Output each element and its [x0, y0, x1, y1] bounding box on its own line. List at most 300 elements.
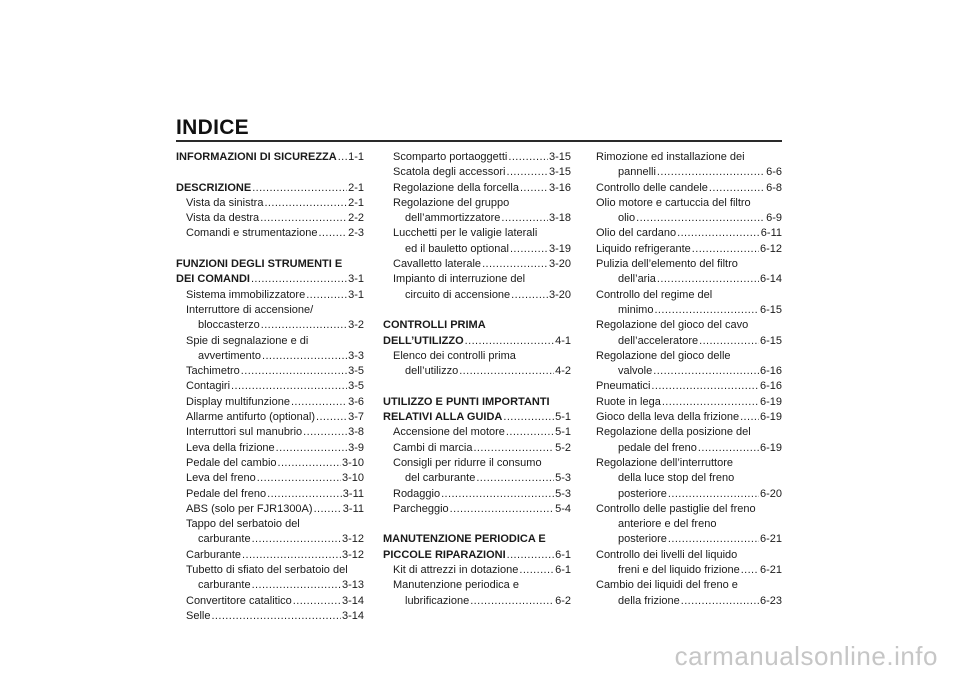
- dot-leader: [252, 578, 341, 593]
- toc-section-heading: [383, 532, 571, 547]
- toc-page-number: 3-1: [348, 288, 364, 301]
- toc-entry-label: Rodaggio: [393, 487, 441, 500]
- toc-page-number: 3-16: [548, 181, 571, 194]
- dot-leader: [470, 594, 554, 609]
- dot-leader: [662, 395, 759, 410]
- toc-entry[interactable]: [596, 441, 782, 456]
- dot-leader: [231, 379, 347, 394]
- toc-page-number: 5-1: [555, 426, 571, 439]
- toc-entry: [176, 303, 364, 318]
- toc-entry[interactable]: [596, 364, 782, 379]
- toc-entry: [176, 517, 364, 532]
- dot-leader: [316, 410, 347, 425]
- dot-leader: [252, 181, 347, 196]
- toc-entry[interactable]: [176, 487, 364, 502]
- toc-entry-label: FUNZIONI DEGLI STRUMENTI E: [176, 258, 343, 271]
- toc-entry-label: Scatola degli accessori: [393, 166, 506, 179]
- toc-entry[interactable]: [383, 242, 571, 257]
- toc-entry[interactable]: [176, 456, 364, 471]
- toc-entry-label: carburante: [198, 533, 251, 546]
- toc-entry[interactable]: [176, 288, 364, 303]
- toc-entry-label: Tachimetro: [186, 365, 240, 378]
- toc-page-number: 3-14: [341, 594, 364, 607]
- toc-entry[interactable]: [596, 379, 782, 394]
- toc-entry: [596, 502, 782, 517]
- toc-entry[interactable]: [176, 349, 364, 364]
- toc-page-number: 6-16: [759, 380, 782, 393]
- toc-entry-label: Convertitore catalitico: [186, 594, 292, 607]
- toc-entry: [596, 578, 782, 593]
- dot-leader: [252, 532, 341, 547]
- dot-leader: [507, 548, 554, 563]
- dot-leader: [482, 257, 548, 272]
- toc-entry-label: Spie di segnalazione e di: [186, 334, 309, 347]
- toc-entry-label: MANUTENZIONE PERIODICA E: [383, 533, 546, 546]
- toc-entry-label: Controllo del regime del: [596, 288, 713, 301]
- watermark: carmanualsonline.info: [674, 641, 938, 671]
- dot-leader: [741, 563, 759, 578]
- toc-page-number: 3-20: [548, 288, 571, 301]
- toc-page-number: 3-18: [548, 212, 571, 225]
- toc-entry-label: Ruote in lega: [596, 395, 661, 408]
- toc-entry-label: Elenco dei controlli prima: [393, 349, 516, 362]
- toc-entry-label: posteriore: [618, 533, 667, 546]
- toc-entry[interactable]: [176, 578, 364, 593]
- toc-page-number: 6-15: [759, 334, 782, 347]
- toc-spacer: [383, 379, 571, 394]
- toc-entry-label: della frizione: [618, 594, 680, 607]
- toc-page-number: 3-5: [348, 365, 364, 378]
- dot-leader: [520, 181, 548, 196]
- toc-page-number: 3-12: [341, 533, 364, 546]
- toc-entry: [596, 318, 782, 333]
- dot-leader: [653, 364, 759, 379]
- toc-entry-label: del carburante: [405, 472, 476, 485]
- toc-entry[interactable]: [383, 471, 571, 486]
- toc-entry-label: della luce stop del freno: [618, 472, 735, 485]
- toc-entry-label: Leva della frizione: [186, 441, 275, 454]
- toc-entry: [383, 226, 571, 241]
- dot-leader: [506, 425, 554, 440]
- toc-section-heading[interactable]: [176, 272, 364, 287]
- toc-entry[interactable]: [383, 364, 571, 379]
- toc-page-number: 6-23: [759, 594, 782, 607]
- title-rule: [176, 140, 782, 142]
- dot-leader: [441, 487, 554, 502]
- toc-entry-label: Accensione del motore: [393, 426, 505, 439]
- toc-entry[interactable]: [383, 288, 571, 303]
- toc-spacer: [383, 303, 571, 318]
- toc-entry-label: Sistema immobilizzatore: [186, 288, 306, 301]
- toc-entry: [596, 288, 782, 303]
- toc-entry-label: ed il bauletto optional: [405, 242, 509, 255]
- toc-page-number: 3-19: [548, 242, 571, 255]
- toc-entry[interactable]: [383, 257, 571, 272]
- toc-entry[interactable]: [176, 410, 364, 425]
- toc-page-number: 4-2: [555, 365, 571, 378]
- toc-entry-label: Vista da destra: [186, 212, 260, 225]
- toc-section-heading: [176, 257, 364, 272]
- toc-entry-label: Manutenzione periodica e: [393, 579, 519, 592]
- toc-entry: [596, 150, 782, 165]
- toc-page-number: 6-12: [759, 242, 782, 255]
- toc-entry-label: Cambio dei liquidi del freno e: [596, 579, 738, 592]
- dot-leader: [262, 349, 347, 364]
- toc-entry[interactable]: [176, 609, 364, 624]
- toc-entry[interactable]: [596, 487, 782, 502]
- dot-leader: [677, 226, 760, 241]
- dot-leader: [636, 211, 765, 226]
- toc-entry-label: CONTROLLI PRIMA: [383, 319, 486, 332]
- toc-page-number: 3-6: [348, 395, 364, 408]
- toc-entry-label: Rimozione ed installazione dei: [596, 151, 745, 163]
- toc-page-number: 6-1: [555, 548, 571, 561]
- dot-leader: [242, 548, 341, 563]
- toc-page-number: 3-14: [341, 609, 364, 622]
- toc-entry-label: Tubetto di sfiato del serbatoio del: [186, 564, 348, 577]
- toc-entry-label: Olio del cardano: [596, 227, 677, 240]
- toc-column-3: [596, 150, 782, 609]
- toc-page-number: 2-1: [348, 196, 364, 209]
- dot-leader: [657, 165, 765, 180]
- toc-entry-label: dell’utilizzo: [405, 365, 459, 378]
- toc-entry[interactable]: [176, 441, 364, 456]
- dot-leader: [657, 272, 759, 287]
- toc-entry[interactable]: [596, 563, 782, 578]
- toc-entry[interactable]: [176, 226, 364, 241]
- toc-entry-label: Carburante: [186, 548, 242, 561]
- toc-page-number: 6-21: [759, 533, 782, 546]
- toc-page-number: 3-8: [348, 426, 364, 439]
- dot-leader: [668, 532, 759, 547]
- dot-leader: [276, 441, 347, 456]
- toc-entry-label: Selle: [186, 609, 211, 622]
- toc-entry[interactable]: [176, 211, 364, 226]
- toc-entry-label: DEI COMANDI: [176, 273, 250, 286]
- toc-page-number: 3-11: [342, 487, 364, 500]
- toc-entry-label: lubrificazione: [405, 594, 470, 607]
- toc-entry-label: Leva del freno: [186, 472, 256, 485]
- toc-page-number: 3-15: [548, 151, 571, 163]
- toc-entry: [383, 456, 571, 471]
- toc-entry[interactable]: [176, 318, 364, 333]
- toc-entry-label: Contagiri: [186, 380, 231, 393]
- toc-page-number: 3-11: [342, 502, 364, 515]
- toc-page-number: 6-21: [759, 564, 782, 577]
- dot-leader: [260, 211, 347, 226]
- toc-entry: [383, 578, 571, 593]
- dot-leader: [318, 226, 347, 241]
- toc-page-number: 5-3: [555, 487, 571, 500]
- toc-entry-label: Scomparto portaoggetti: [393, 151, 508, 163]
- toc-entry[interactable]: [596, 211, 782, 226]
- dot-leader: [450, 502, 554, 517]
- toc-entry: [383, 272, 571, 287]
- toc-entry[interactable]: [383, 165, 571, 180]
- toc-entry-label: Regolazione della forcella: [393, 181, 519, 194]
- toc-entry: [176, 563, 364, 578]
- toc-entry-label: ABS (solo per FJR1300A): [186, 502, 313, 515]
- toc-entry-label: Vista da sinistra: [186, 196, 264, 209]
- toc-entry[interactable]: [596, 226, 782, 241]
- toc-entry-label: Regolazione del gruppo: [393, 196, 510, 209]
- toc-page-number: 5-2: [555, 441, 571, 454]
- toc-entry-label: Controllo dei livelli del liquido: [596, 548, 738, 561]
- toc-entry[interactable]: [383, 502, 571, 517]
- toc-section-heading[interactable]: [383, 410, 571, 425]
- toc-entry[interactable]: [176, 532, 364, 547]
- toc-entry-label: Cambi di marcia: [393, 441, 473, 454]
- toc-entry-label: minimo: [618, 303, 654, 316]
- toc-page-number: 3-13: [341, 579, 364, 592]
- toc-page-number: 3-1: [348, 273, 364, 286]
- toc-page-number: 3-10: [341, 472, 364, 485]
- toc-entry-label: anteriore e del freno: [618, 518, 717, 531]
- dot-leader: [699, 334, 759, 349]
- dot-leader: [251, 272, 347, 287]
- dot-leader: [278, 456, 341, 471]
- toc-entry[interactable]: [176, 395, 364, 410]
- toc-entry-label: carburante: [198, 579, 251, 592]
- toc-entry[interactable]: [176, 548, 364, 563]
- toc-section-heading: [383, 395, 571, 410]
- toc-entry-label: Gioco della leva della frizione: [596, 411, 740, 424]
- toc-page-number: 6-14: [759, 273, 782, 286]
- dot-leader: [511, 288, 548, 303]
- toc-page-number: 6-20: [759, 487, 782, 500]
- toc-entry: [596, 548, 782, 563]
- toc-entry-label: avvertimento: [198, 349, 261, 362]
- toc-page-number: 3-10: [341, 456, 364, 469]
- toc-page-number: 5-1: [555, 411, 571, 424]
- toc-entry[interactable]: [596, 303, 782, 318]
- toc-entry-label: Display multifunzione: [186, 395, 290, 408]
- dot-leader: [503, 410, 554, 425]
- toc-entry[interactable]: [383, 594, 571, 609]
- toc-page-number: 3-12: [341, 548, 364, 561]
- toc-entry-label: Pedale del freno: [186, 487, 267, 500]
- dot-leader: [303, 425, 347, 440]
- toc-entry-label: dell’aria: [618, 273, 656, 286]
- toc-entry-label: Consigli per ridurre il consumo: [393, 456, 542, 469]
- toc-page-number: 6-8: [766, 181, 782, 194]
- toc-entry[interactable]: [383, 211, 571, 226]
- dot-leader: [651, 379, 759, 394]
- toc-page-number: 6-19: [759, 395, 782, 408]
- toc-column-2: [383, 150, 571, 609]
- toc-page-number: 6-9: [766, 212, 782, 225]
- toc-entry-label: olio: [618, 212, 636, 225]
- dot-leader: [257, 471, 341, 486]
- toc-entry[interactable]: [383, 150, 571, 165]
- toc-section-heading[interactable]: [383, 334, 571, 349]
- toc-entry-label: Pulizia dell’elemento del filtro: [596, 258, 738, 271]
- dot-leader: [465, 334, 554, 349]
- toc-page-number: 3-3: [348, 349, 364, 362]
- toc-entry-label: Controllo delle pastiglie del freno: [596, 502, 756, 515]
- toc-entry-label: dell’acceleratore: [618, 334, 699, 347]
- dot-leader: [709, 181, 765, 196]
- toc-entry: [596, 517, 782, 532]
- toc-entry-label: freni e del liquido frizione: [618, 564, 740, 577]
- toc-entry[interactable]: [176, 379, 364, 394]
- toc-entry-label: Olio motore e cartuccia del filtro: [596, 196, 751, 209]
- toc-page-number: 2-1: [348, 181, 364, 194]
- toc-entry-label: Interruttore di accensione/: [186, 303, 314, 316]
- toc-entry: [596, 456, 782, 471]
- toc-entry[interactable]: [596, 395, 782, 410]
- dot-leader: [261, 318, 347, 333]
- dot-leader: [459, 364, 554, 379]
- toc-entry[interactable]: [596, 272, 782, 287]
- dot-leader: [293, 594, 341, 609]
- toc-entry[interactable]: [176, 425, 364, 440]
- toc-spacer: [176, 165, 364, 180]
- toc-entry[interactable]: [176, 196, 364, 211]
- toc-entry[interactable]: [596, 165, 782, 180]
- page-title: INDICE: [176, 116, 249, 139]
- toc-entry[interactable]: [596, 532, 782, 547]
- toc-entry-label: Tappo del serbatoio del: [186, 518, 300, 531]
- dot-leader: [241, 364, 347, 379]
- toc-page-number: 3-20: [548, 258, 571, 271]
- toc-entry-label: Interruttori sul manubrio: [186, 426, 303, 439]
- toc-entry[interactable]: [596, 410, 782, 425]
- toc-entry-label: pedale del freno: [618, 441, 697, 454]
- toc-page-number: 6-19: [759, 411, 782, 424]
- toc-page-number: 3-2: [348, 319, 364, 332]
- toc-entry-label: Regolazione della posizione del: [596, 426, 751, 439]
- toc-page-number: 3-9: [348, 441, 364, 454]
- toc-entry[interactable]: [596, 334, 782, 349]
- toc-entry-label: posteriore: [618, 487, 667, 500]
- dot-leader: [508, 150, 548, 165]
- toc-entry[interactable]: [383, 181, 571, 196]
- toc-entry-label: Allarme antifurto (optional): [186, 411, 316, 424]
- toc-section-heading[interactable]: [383, 548, 571, 563]
- dot-leader: [211, 609, 341, 624]
- toc-entry-label: Pedale del cambio: [186, 456, 277, 469]
- toc-page-number: 5-4: [555, 502, 571, 515]
- toc-page-number: 1-1: [348, 151, 364, 163]
- toc-page-number: 2-2: [348, 212, 364, 225]
- toc-entry[interactable]: [383, 563, 571, 578]
- toc-entry[interactable]: [596, 181, 782, 196]
- toc-entry[interactable]: [176, 471, 364, 486]
- toc-entry-label: Regolazione dell’interruttore: [596, 456, 733, 469]
- toc-entry-label: INFORMAZIONI DI SICUREZZA: [176, 151, 337, 163]
- toc-entry: [596, 196, 782, 211]
- toc-entry-label: bloccasterzo: [198, 319, 260, 332]
- toc-entry-label: Comandi e strumentazione: [186, 227, 318, 240]
- toc-entry: [383, 196, 571, 211]
- toc-column-1: [176, 150, 364, 624]
- toc-section-heading[interactable]: [176, 150, 364, 165]
- toc-page-number: 3-7: [348, 411, 364, 424]
- dot-leader: [668, 487, 759, 502]
- toc-entry-label: Regolazione del gioco delle: [596, 349, 731, 362]
- toc-entry: [596, 425, 782, 440]
- toc-entry-label: pannelli: [618, 166, 656, 179]
- toc-page-number: 5-3: [555, 472, 571, 485]
- toc-page-number: 6-19: [759, 441, 782, 454]
- toc-page-number: 3-5: [348, 380, 364, 393]
- toc-entry[interactable]: [596, 242, 782, 257]
- toc-entry-label: Cavalletto laterale: [393, 258, 482, 271]
- toc-spacer: [176, 242, 364, 257]
- dot-leader: [314, 502, 342, 517]
- dot-leader: [654, 303, 759, 318]
- dot-leader: [510, 242, 548, 257]
- toc-page-number: 3-15: [548, 166, 571, 179]
- toc-entry-label: DELL’UTILIZZO: [383, 334, 464, 347]
- toc-entry-label: Regolazione del gioco del cavo: [596, 319, 749, 332]
- toc-page-number: 6-6: [766, 166, 782, 179]
- toc-entry-label: Impianto di interruzione del: [393, 273, 526, 286]
- dot-leader: [692, 242, 759, 257]
- toc-entry[interactable]: [383, 487, 571, 502]
- toc-entry: [596, 257, 782, 272]
- toc-entry: [383, 349, 571, 364]
- toc-entry[interactable]: [176, 502, 364, 517]
- dot-leader: [681, 594, 759, 609]
- dot-leader: [306, 288, 347, 303]
- toc-entry-label: UTILIZZO E PUNTI IMPORTANTI: [383, 395, 550, 408]
- toc-page-number: 6-16: [759, 365, 782, 378]
- toc-page-number: 2-3: [348, 227, 364, 240]
- toc-entry-label: Lucchetti per le valigie laterali: [393, 227, 538, 240]
- dot-leader: [519, 563, 554, 578]
- toc-section-heading[interactable]: [176, 181, 364, 196]
- toc-entry: [176, 334, 364, 349]
- toc-entry[interactable]: [176, 594, 364, 609]
- toc-entry-label: Kit di attrezzi in dotazione: [393, 564, 519, 577]
- toc-entry-label: Liquido refrigerante: [596, 242, 691, 255]
- toc-entry[interactable]: [176, 364, 364, 379]
- toc-entry-label: Parcheggio: [393, 502, 449, 515]
- toc-page-number: 6-1: [555, 564, 571, 577]
- toc-section-heading: [383, 318, 571, 333]
- dot-leader: [476, 471, 554, 486]
- toc-entry[interactable]: [596, 594, 782, 609]
- dot-leader: [267, 487, 342, 502]
- toc-entry: [596, 471, 782, 486]
- dot-leader: [291, 395, 347, 410]
- dot-leader: [740, 410, 759, 425]
- toc-page-number: 6-11: [760, 227, 782, 240]
- toc-entry[interactable]: [383, 441, 571, 456]
- toc-entry-label: Pneumatici: [596, 380, 651, 393]
- dot-leader: [473, 441, 554, 456]
- toc-entry[interactable]: [383, 425, 571, 440]
- toc-page-number: 4-1: [555, 334, 571, 347]
- toc-entry-label: valvole: [618, 365, 653, 378]
- toc-entry-label: DESCRIZIONE: [176, 181, 252, 194]
- dot-leader: [338, 150, 347, 165]
- toc-entry-label: RELATIVI ALLA GUIDA: [383, 411, 503, 424]
- toc-entry-label: Controllo delle candele: [596, 181, 708, 194]
- dot-leader: [698, 441, 759, 456]
- toc-spacer: [383, 517, 571, 532]
- toc-page-number: 6-2: [555, 594, 571, 607]
- dot-leader: [264, 196, 347, 211]
- toc-entry-label: PICCOLE RIPARAZIONI: [383, 548, 506, 561]
- dot-leader: [507, 165, 548, 180]
- toc-entry-label: circuito di accensione: [405, 288, 511, 301]
- toc-entry-label: dell’ammortizzatore: [405, 212, 501, 225]
- toc-page-number: 6-15: [759, 303, 782, 316]
- toc-entry: [596, 349, 782, 364]
